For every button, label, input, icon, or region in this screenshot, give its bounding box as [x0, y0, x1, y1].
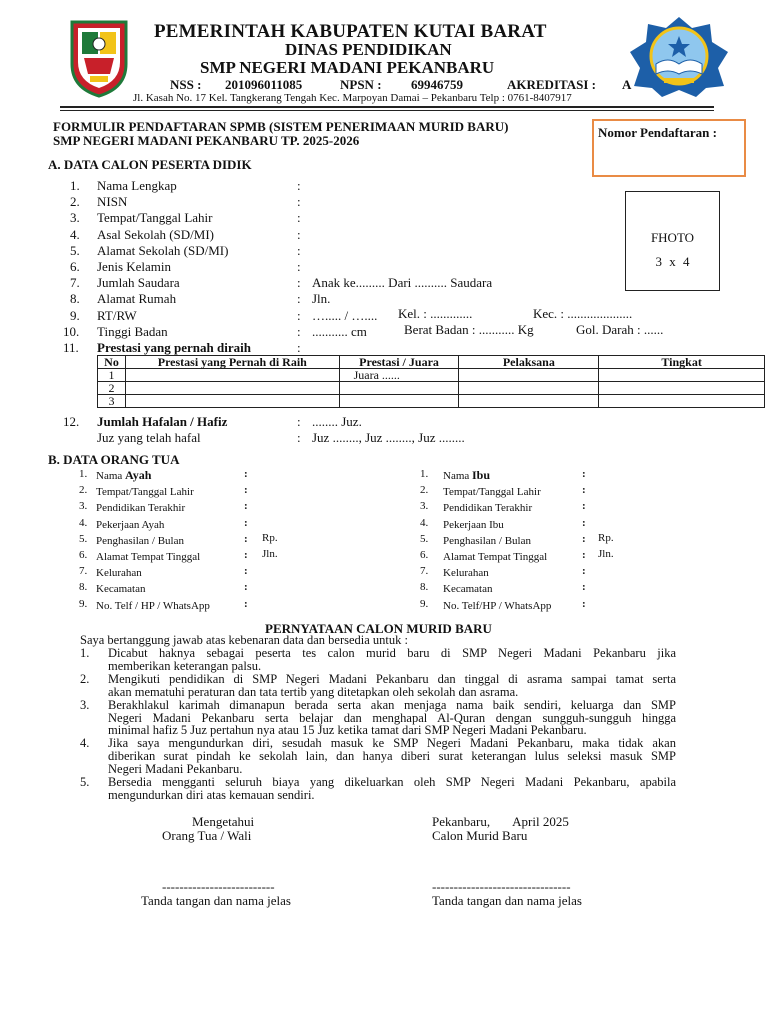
kelurahan-field[interactable]: Kel. : .............	[398, 306, 473, 321]
col-tingkat: Tingkat	[599, 356, 765, 369]
statement-title: PERNYATAAN CALON MURID BARU	[265, 621, 492, 636]
ibu-item-label	[443, 581, 492, 596]
item-colon: :	[297, 259, 301, 274]
parent-item-colon: :	[582, 581, 586, 594]
ibu-item-label	[443, 549, 547, 564]
parent-item-number: 4.	[79, 516, 88, 529]
parent-item-colon: :	[244, 581, 248, 594]
item12b-colon: :	[297, 430, 301, 445]
parent-item-colon: :	[244, 500, 248, 513]
parent-item-number: 8.	[79, 581, 88, 594]
nss-label: NSS :	[170, 77, 202, 92]
parent-item-colon: :	[244, 532, 248, 545]
cell-tingkat[interactable]	[599, 382, 765, 395]
cell-prestasi[interactable]	[125, 382, 339, 395]
label-text: Alamat Tempat Tinggal	[443, 551, 548, 563]
label-text: Penghasilan / Bulan	[96, 534, 184, 547]
header-rule-thick	[60, 106, 714, 108]
akreditasi-value: A	[622, 77, 632, 92]
ayah-item-label	[96, 598, 210, 613]
item-label: Tinggi Badan	[97, 323, 168, 339]
parent-item-number: 2.	[420, 484, 429, 497]
photo-label: FHOTO	[650, 230, 695, 245]
label-text: No. Telf/HP / WhatsApp	[443, 599, 552, 612]
statement-point-number: 5.	[80, 775, 90, 789]
section-a-title: A. DATA CALON PESERTA DIDIK	[48, 157, 252, 172]
ibu-item-label	[443, 598, 551, 613]
row-no: 3	[98, 395, 126, 408]
npsn-value: 69946759	[411, 77, 463, 92]
label-text: Pendidikan Terakhir	[443, 502, 533, 515]
parent-item-number: 5.	[420, 532, 429, 545]
sign-right-line1: Pekanbaru, April 2025	[432, 814, 569, 829]
ibu-item-value-field[interactable]: Rp.	[598, 531, 614, 544]
prestasi-table-header	[98, 356, 765, 369]
statement-point-line: memberikan keterangan palsu.	[108, 658, 262, 673]
parent-item-number: 6.	[420, 549, 429, 561]
ayah-item-value-field[interactable]: Jln.	[262, 548, 278, 560]
item-value-field[interactable]: ........... cm	[312, 323, 367, 339]
ibu-item-label	[443, 517, 504, 532]
item-value-field[interactable]: …..... / …....	[312, 307, 378, 323]
statement-point-line: Negeri Madani Pekanbaru.	[108, 762, 243, 777]
ibu-item-label	[443, 484, 541, 499]
photo-box	[625, 191, 720, 291]
statement-point-line: minimal hafiz 5 Juz pertahun nya atau 15 Juz ketika tamat dari SMP Negeri Madani Pekanbaru.	[108, 723, 587, 738]
item12-label: Jumlah Hafalan / Hafiz	[97, 414, 228, 429]
parent-item-colon: :	[582, 468, 586, 480]
parent-item-number: 1.	[79, 468, 88, 480]
sign-left-line1: Mengetahui	[192, 814, 255, 829]
item-number: 9.	[70, 307, 80, 323]
sign-left-line2: Orang Tua / Wali	[162, 828, 252, 843]
item12-no: 12.	[63, 414, 80, 429]
section-b-title: B. DATA ORANG TUA	[48, 452, 180, 467]
parent-item-number: 2.	[79, 484, 88, 497]
header-address: Jl. Kasah No. 17 Kel. Tangkerang Tengah Kec. Marpoyan Damai – Pekanbaru Telp : 0761-8407917	[133, 92, 572, 104]
label-text: Tempat/Tanggal Lahir	[96, 486, 194, 499]
item12b-value[interactable]: Juz ........, Juz ........, Juz ........	[312, 430, 465, 445]
ayah-item-value-field[interactable]: Rp.	[262, 531, 278, 544]
parent-item-number: 3.	[79, 500, 88, 513]
table-row	[98, 369, 765, 382]
item-number: 4.	[70, 226, 80, 242]
nss-value: 201096011085	[225, 77, 303, 92]
label-text: Kelurahan	[443, 567, 489, 580]
label-bold-text: Ayah	[125, 468, 152, 482]
parent-item-colon: :	[582, 532, 586, 545]
ayah-item-label	[96, 581, 145, 596]
statement-intro: Saya bertanggung jawab atas kebenaran data dan bersedia untuk :	[80, 633, 408, 647]
label-text: No. Telf / HP / WhatsApp	[96, 599, 210, 612]
ayah-item-label	[96, 549, 200, 564]
parent-item-number: 7.	[79, 565, 88, 578]
cell-prestasi[interactable]	[125, 369, 339, 382]
header-school-name: SMP NEGERI MADANI PEKANBARU	[200, 58, 495, 77]
ibu-item-label	[443, 468, 490, 483]
item-label: Jumlah Saudara	[97, 275, 180, 291]
ibu-item-label	[443, 565, 489, 580]
cell-juara[interactable]	[339, 382, 459, 395]
school-logo	[628, 16, 730, 98]
sign-right-caption: Tanda tangan dan nama jelas	[432, 893, 582, 908]
label-bold-text: Ibu	[472, 468, 491, 482]
header-rule-thin	[60, 110, 714, 111]
header-dinas: DINAS PENDIDIKAN	[285, 40, 452, 59]
gol-darah-field[interactable]: Gol. Darah : ......	[576, 322, 664, 337]
parent-item-number: 8.	[420, 581, 429, 594]
item-colon: :	[297, 291, 301, 307]
parent-item-number: 6.	[79, 549, 88, 561]
sign-left-line[interactable]: --------------------------	[162, 879, 275, 894]
label-text: Penghasilan / Bulan	[443, 534, 531, 547]
label-text: Pendidikan Terakhir	[96, 502, 186, 515]
form-title-line1: FORMULIR PENDAFTARAN SPMB (SISTEM PENERIMAAN MURID BARU)	[53, 119, 509, 134]
item-colon: :	[297, 210, 301, 226]
form-title-line2: SMP NEGERI MADANI PEKANBARU TP. 2025-2026	[53, 133, 360, 148]
item-number: 6.	[70, 259, 80, 274]
table-row	[98, 395, 765, 408]
item-label: Nama Lengkap	[97, 178, 177, 193]
cell-tingkat[interactable]	[599, 395, 765, 408]
parent-item-colon: :	[244, 484, 248, 497]
statement-point-line: diberikan surat pindah ke sekolah lain, dan hanya diberi surat keterangan lulus seleksi masuk SMP	[108, 749, 676, 764]
parent-item-colon: :	[582, 565, 586, 578]
statement-point-line: Negeri Madani Pekanbaru serta belajar dan menghapal Al-Quran dengan sungguh-sungguh hingga	[108, 710, 676, 725]
cell-juara[interactable]: Juara ......	[339, 369, 459, 382]
item-label: Alamat Sekolah (SD/MI)	[97, 242, 229, 258]
sign-left-caption: Tanda tangan dan nama jelas	[141, 893, 291, 908]
item-label: NISN	[97, 194, 128, 210]
berat-badan-field[interactable]: Berat Badan : ........... Kg	[404, 322, 534, 337]
parent-item-colon: :	[582, 484, 586, 497]
item-colon: :	[297, 340, 301, 355]
parent-item-colon: :	[582, 500, 586, 513]
cell-pelaksana[interactable]	[459, 369, 599, 382]
cell-prestasi[interactable]	[125, 395, 339, 408]
parent-item-colon: :	[582, 516, 586, 529]
parent-item-colon: :	[582, 597, 586, 610]
label-text: Kecamatan	[96, 583, 146, 596]
kecamatan-field[interactable]: Kec. : ....................	[533, 306, 633, 321]
table-row	[98, 382, 765, 395]
label-text: Pekerjaan Ayah	[96, 518, 165, 531]
item12b-label: Juz yang telah hafal	[97, 430, 201, 445]
ibu-item-label	[443, 533, 531, 548]
kutai-barat-logo	[68, 18, 130, 98]
parent-item-number: 4.	[420, 516, 429, 529]
statement-point-line: akan mematuhi peraturan dan tata tertib yang ditetapkan oleh sekolah dan asrama.	[108, 684, 519, 699]
ayah-item-label	[96, 533, 184, 548]
item-number: 2.	[70, 194, 80, 210]
parent-item-number: 7.	[420, 565, 429, 578]
item-colon: :	[297, 242, 301, 258]
item-colon: :	[297, 226, 301, 242]
cell-pelaksana[interactable]	[459, 395, 599, 408]
item-colon: :	[297, 194, 301, 210]
parent-item-number: 5.	[79, 532, 88, 545]
col-pelaksana: Pelaksana	[459, 356, 599, 369]
label-text: Nama	[96, 470, 126, 482]
statement-point-number: 4.	[80, 736, 90, 751]
item-number: 3.	[70, 210, 80, 226]
ayah-item-label	[96, 484, 194, 499]
ayah-item-label	[96, 517, 164, 532]
statement-point-line: mengundurkan diri atas kemauan sendiri.	[108, 787, 315, 802]
statement-point-line: Mengikuti pendidikan di SMP Negeri Madani Pekanbaru dan tinggal di asrama sampai tamat serta	[108, 671, 676, 686]
statement-point-line: Dicabut haknya sebagai peserta tes calon murid baru di SMP Negeri Madani Pekanbaru jika	[108, 646, 676, 660]
parent-item-colon: :	[244, 516, 248, 529]
ibu-item-label	[443, 500, 532, 515]
label-text: Kelurahan	[96, 567, 142, 580]
cell-tingkat[interactable]	[599, 369, 765, 382]
item-label: RT/RW	[97, 307, 137, 323]
item-label: Prestasi yang pernah diraih	[97, 340, 251, 355]
item-number: 10.	[63, 323, 80, 339]
statement-point-line: Bersedia mengganti seluruh biaya yang dikeluarkan oleh SMP Negeri Madani Pekanbaru, apabila	[108, 775, 676, 789]
item12-colon: :	[297, 414, 301, 429]
label-text: Nama	[443, 470, 473, 482]
sign-right-line[interactable]: --------------------------------	[432, 879, 571, 894]
ayah-item-label	[96, 500, 185, 515]
label-text: Alamat Tempat Tinggal	[96, 551, 201, 563]
item-colon: :	[297, 323, 301, 339]
parent-item-number: 1.	[420, 468, 429, 480]
parent-item-number: 9.	[79, 597, 88, 610]
item-number: 7.	[70, 275, 80, 291]
item-value-field[interactable]: Anak ke......... Dari .......... Saudara	[312, 275, 493, 291]
npsn-label: NPSN :	[340, 77, 382, 92]
item-number: 8.	[70, 291, 80, 307]
parent-item-colon: :	[244, 565, 248, 578]
label-text: Pekerjaan Ibu	[443, 518, 504, 531]
item-label: Alamat Rumah	[97, 291, 177, 307]
parent-item-colon: :	[582, 549, 586, 561]
item12-value[interactable]: ........ Juz.	[312, 414, 362, 429]
row-no: 2	[98, 382, 126, 395]
ayah-item-label	[96, 565, 142, 580]
parent-item-colon: :	[244, 468, 248, 480]
item-label: Jenis Kelamin	[97, 259, 172, 274]
item-label: Tempat/Tanggal Lahir	[97, 210, 213, 226]
cell-juara[interactable]	[339, 395, 459, 408]
parent-item-number: 3.	[420, 500, 429, 513]
header-government: PEMERINTAH KABUPATEN KUTAI BARAT	[154, 21, 547, 42]
parent-item-number: 9.	[420, 597, 429, 610]
registration-number-label: Nomor Pendaftaran :	[598, 125, 717, 140]
col-prestasi: Prestasi yang Pernah di Raih	[125, 356, 339, 369]
statement-point-number: 2.	[80, 671, 90, 686]
item-number: 1.	[70, 178, 80, 193]
item-number: 11.	[63, 340, 79, 355]
ibu-item-value-field[interactable]: Jln.	[598, 548, 614, 560]
item-colon: :	[297, 178, 301, 193]
statement-point-line: Berakhlakul karimah dimanapun berada serta akan menjaga nama baik sendiri, keluarga dan SMP	[108, 697, 676, 712]
prestasi-table	[97, 355, 765, 408]
ayah-item-label	[96, 468, 151, 483]
statement-point-line: Jika saya mengundurkan diri, sesudah masuk ke SMP Negeri Madani Pekanbaru, maka tidak akan	[108, 736, 676, 751]
akreditasi-label: AKREDITASI :	[507, 77, 596, 92]
label-text: Kecamatan	[443, 583, 493, 596]
parent-item-colon: :	[244, 597, 248, 610]
statement-point-number: 3.	[80, 697, 90, 712]
parent-item-colon: :	[244, 549, 248, 561]
col-no: No	[98, 356, 126, 369]
item-number: 5.	[70, 242, 80, 258]
row-no: 1	[98, 369, 126, 382]
col-juara: Prestasi / Juara	[339, 356, 459, 369]
sign-right-line2: Calon Murid Baru	[432, 828, 528, 843]
item-value-field[interactable]: Jln.	[312, 291, 331, 307]
item-label: Asal Sekolah (SD/MI)	[97, 226, 214, 242]
statement-point-number: 1.	[80, 646, 90, 660]
cell-pelaksana[interactable]	[459, 382, 599, 395]
registration-number-box[interactable]	[592, 119, 746, 177]
photo-size: 3 x 4	[655, 254, 690, 269]
label-text: Tempat/Tanggal Lahir	[443, 486, 541, 499]
item-colon: :	[297, 307, 301, 323]
item-colon: :	[297, 275, 301, 291]
